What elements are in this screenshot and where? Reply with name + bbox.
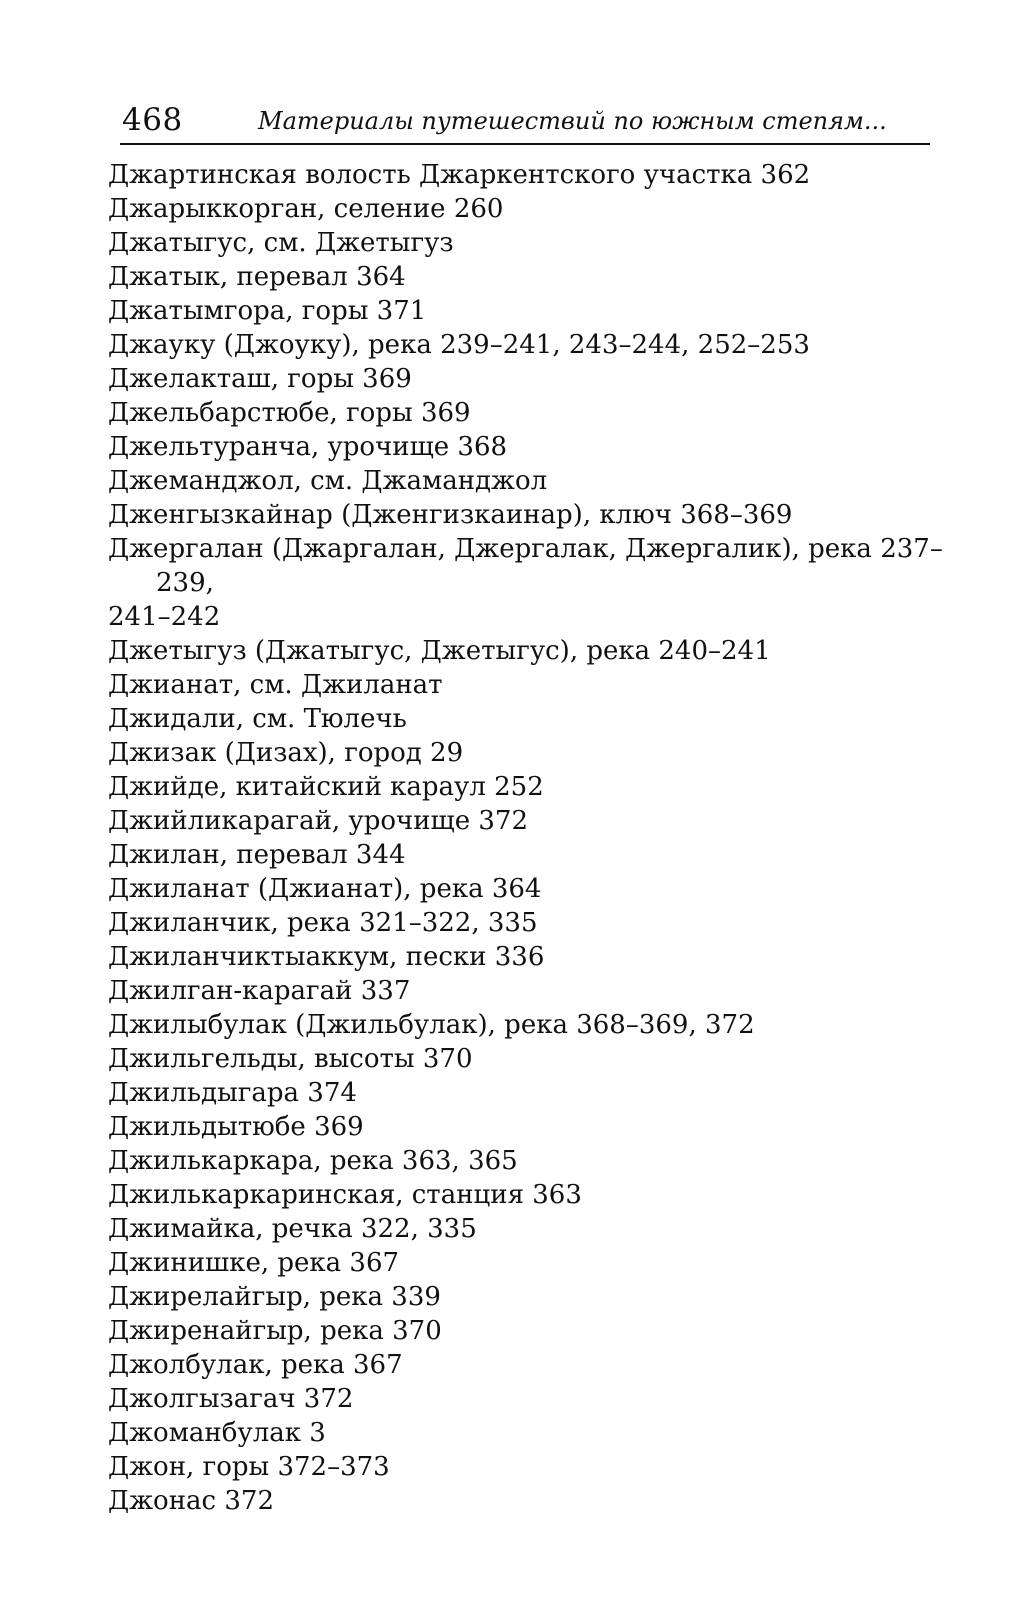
index-entry-text: Джетыгуз (Джатыгус, Джетыгус), река 240–241 xyxy=(108,636,771,666)
index-entry-text: Джарыккорган, селение 260 xyxy=(108,194,504,224)
index-entry-text: Джиренайгыр, река 370 xyxy=(108,1316,442,1346)
index-entry-text: Джатыгус, см. Джетыгуз xyxy=(108,228,454,258)
index-entry xyxy=(108,1178,988,1212)
index-entry-list xyxy=(108,158,988,1518)
index-entry-text: Джидали, см. Тюлечь xyxy=(108,704,407,734)
index-entry-text: Джирелайгыр, река 339 xyxy=(108,1282,441,1312)
index-entry-text: Джилган-карагай 337 xyxy=(108,976,411,1006)
index-entry-text: Джон, горы 372–373 xyxy=(108,1452,390,1482)
index-entry xyxy=(108,1008,988,1042)
index-entry-text: Джонас 372 xyxy=(108,1486,274,1516)
index-entry xyxy=(108,498,988,532)
index-entry xyxy=(108,702,988,736)
index-entry-text: Джолбулак, река 367 xyxy=(108,1350,403,1380)
index-entry xyxy=(108,1314,988,1348)
index-entry xyxy=(108,1348,988,1382)
index-entry-text: Джильдытюбе 369 xyxy=(108,1112,364,1142)
index-entry xyxy=(108,328,988,362)
index-entry xyxy=(108,1280,988,1314)
index-entry xyxy=(108,736,988,770)
index-entry xyxy=(108,770,988,804)
index-entry-text: Джатык, перевал 364 xyxy=(108,262,406,292)
index-entry-text: Джиланат (Джианат), река 364 xyxy=(108,874,542,904)
index-entry xyxy=(108,634,988,668)
index-entry-text: Джелакташ, горы 369 xyxy=(108,364,412,394)
index-entry-text: Джиланчиктыаккум, пески 336 xyxy=(108,942,545,972)
index-entry-text: Джельбарстюбе, горы 369 xyxy=(108,398,471,428)
index-entry xyxy=(108,294,988,328)
index-entry-text: Джильгельды, высоты 370 xyxy=(108,1044,473,1074)
index-entry xyxy=(108,668,988,702)
index-entry xyxy=(108,1416,988,1450)
running-title: Материалы путешествий по южным степям... xyxy=(258,107,887,135)
index-entry xyxy=(108,158,988,192)
index-entry-text: Джимайка, речка 322, 335 xyxy=(108,1214,477,1244)
index-entry-text: Джийликарагай, урочище 372 xyxy=(108,806,528,836)
index-entry xyxy=(108,1246,988,1280)
index-entry xyxy=(108,1076,988,1110)
index-entry-text: Джолгызагач 372 xyxy=(108,1384,354,1414)
index-entry xyxy=(108,1212,988,1246)
index-entry xyxy=(108,940,988,974)
index-entry xyxy=(108,974,988,1008)
index-entry xyxy=(108,1382,988,1416)
index-entry-text: Джеманджол, см. Джаманджол xyxy=(108,466,548,496)
index-entry-text: Джилькаркаринская, станция 363 xyxy=(108,1180,582,1210)
index-entry xyxy=(108,804,988,838)
index-entry-text: Джильдыгара 374 xyxy=(108,1078,357,1108)
index-entry xyxy=(108,872,988,906)
index-entry-text: Джийде, китайский караул 252 xyxy=(108,772,544,802)
index-entry xyxy=(108,260,988,294)
index-entry xyxy=(108,906,988,940)
index-entry xyxy=(108,396,988,430)
index-entry-text: Дженгызкайнар (Дженгизкаинар), ключ 368–369 xyxy=(108,500,793,530)
index-entry xyxy=(108,192,988,226)
index-entry xyxy=(108,1450,988,1484)
index-entry-text: Джергалан (Джаргалан, Джергалак, Джергалик), река 237–239, xyxy=(108,534,943,598)
index-entry-text: Джартинская волость Джаркентского участка 362 xyxy=(108,160,811,190)
index-entry-text: Джауку (Джоуку), река 239–241, 243–244, 252–253 xyxy=(108,330,810,360)
index-entry-text: Джельтуранча, урочище 368 xyxy=(108,432,508,462)
index-entry xyxy=(108,226,988,260)
index-entry xyxy=(108,464,988,498)
index-entry xyxy=(108,362,988,396)
page-header xyxy=(122,100,930,142)
index-entry xyxy=(108,1484,988,1518)
index-entry-text: Джианат, см. Джиланат xyxy=(108,670,443,700)
index-entry xyxy=(108,1042,988,1076)
index-entry-text: Джоманбулак 3 xyxy=(108,1418,326,1448)
header-rule xyxy=(120,143,930,145)
index-entry xyxy=(108,838,988,872)
index-entry-text: Джилыбулак (Джильбулак), река 368–369, 372 xyxy=(108,1010,755,1040)
index-entry-text: Джизак (Дизах), город 29 xyxy=(108,738,464,768)
index-entry-text: Джилан, перевал 344 xyxy=(108,840,406,870)
index-entry-text: Джатымгора, горы 371 xyxy=(108,296,427,326)
index-entry-text: Джиланчик, река 321–322, 335 xyxy=(108,908,538,938)
index-entry xyxy=(108,430,988,464)
index-entry xyxy=(108,1144,988,1178)
index-entry xyxy=(108,1110,988,1144)
index-entry xyxy=(108,532,988,634)
index-entry-text: Джинишке, река 367 xyxy=(108,1248,400,1278)
page-number: 468 xyxy=(122,102,183,138)
index-entry-text: Джилькаркара, река 363, 365 xyxy=(108,1146,518,1176)
index-entry-continuation: 241–242 xyxy=(108,602,221,632)
